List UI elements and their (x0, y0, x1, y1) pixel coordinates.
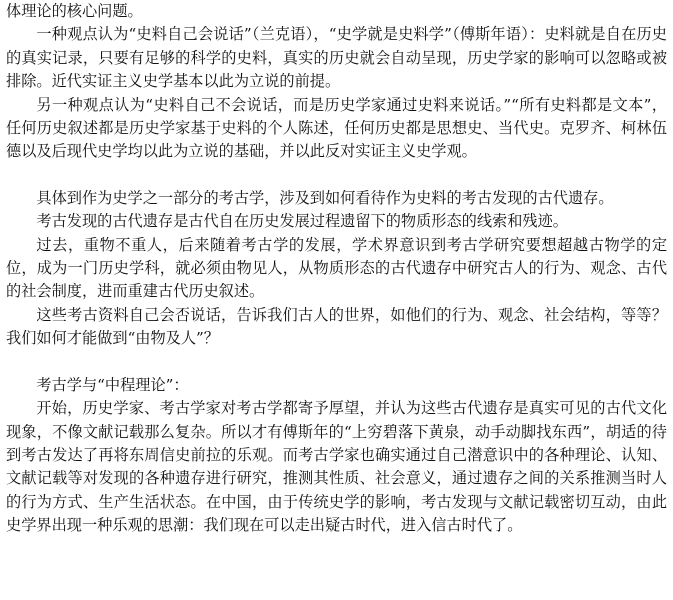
paragraph-1: 体理论的核心问题。 (6, 2, 143, 20)
paragraph-4: 具体到作为史学之一部分的考古学，涉及到如何看待作为史料的考古发现的古代遗存。 (36, 188, 614, 207)
paragraph-gap (0, 351, 673, 374)
paragraph-2: 一种观点认为“史料自己会说话”（兰克语），“史学就是史料学”（傅斯年语）：史料就是自在历史的真实记录，只要有足够的科学的史料，真实的历史就会自动呈现，历史学家的影响可以忽略或被排除。近代实证主义史学基本以此为立说的前提。 (6, 25, 667, 91)
paragraph-3: 另一种观点认为“史料自己不会说话，而是历史学家通过史料来说话。”“所有史料都是文本”，任何历史叙述都是历史学家基于史料的个人陈述，任何历史都是思想史、当代史。克罗齐、柯林伍德以及后现代史学均以此为立说的基础，并以此反对实证主义史学观。 (6, 95, 667, 161)
paragraph-7: 这些考古资料自己会否说话，告诉我们古人的世界，如他们的行为、观念、社会结构，等等？我们如何才能做到“由物及人”？ (6, 305, 667, 348)
paragraph-gap (0, 164, 673, 187)
paragraph-9: 开始，历史学家、考古学家对考古学都寄予厚望，并认为这些古代遗存是真实可见的古代文化现象，不像文献记载那么复杂。所以才有傅斯年的“上穷碧落下黄泉，动手动脚找东西”，胡适的待到考古发达了再将东周信史前拉的乐观。而考古学家也确实通过自己潜意识中的各种理论、认知、文献记载等对发现的各种遗存进行研究，推测其性质、社会意义，通过遗存之间的关系推测当时人的行为方式、生产生活状态。在中国，由于传统史学的影响，考古发现与文献记载密切互动，由此史学界出现一种乐观的思潮：我们现在可以走出疑古时代，进入信古时代了。 (6, 399, 667, 535)
paragraph-6: 过去，重物不重人，后来随着考古学的发展，学术界意识到考古学研究要想超越古物学的定位，成为一门历史学科，就必须由物见人，从物质形态的古代遗存中研究古人的行为、观念、古代的社会制度，进而重建古代历史叙述。 (6, 235, 667, 301)
paragraph-5: 考古发现的古代遗存是古代自在历史发展过程遗留下的物质形态的线索和残迹。 (36, 212, 568, 231)
section-heading: 考古学与“中程理论”： (36, 375, 189, 394)
